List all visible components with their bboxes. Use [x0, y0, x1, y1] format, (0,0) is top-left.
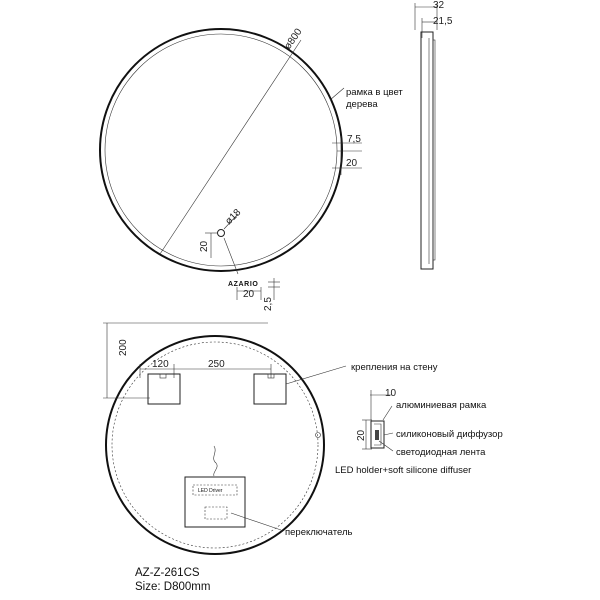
- logo-dim-label: 20: [243, 289, 255, 300]
- power-cable: [214, 446, 217, 476]
- back-dim-250-label: 250: [208, 359, 225, 370]
- led-strip-shape: [375, 430, 379, 440]
- mounts-leader: [286, 366, 346, 384]
- back-dim-200-label: 200: [118, 339, 129, 356]
- profile-dim-20-label: 20: [356, 429, 367, 441]
- side-view: [415, 0, 453, 269]
- led-driver-label: LED Driver: [198, 488, 223, 494]
- sensor-dim-vertical-label: 20: [199, 240, 210, 252]
- frame-note-leader: [330, 88, 344, 100]
- dim-20-right-label: 20: [346, 158, 358, 169]
- sensor-button-icon: [218, 230, 225, 237]
- model-code: AZ-Z-261CS: [135, 567, 200, 579]
- front-mirror-inner-line: [105, 34, 337, 266]
- profile-section: [335, 388, 503, 476]
- wall-mount-left: [148, 374, 180, 404]
- back-sensor-mark: [316, 433, 321, 438]
- mounts-note: крепления на стену: [351, 362, 438, 373]
- led-driver-box: [185, 477, 245, 527]
- aluminium-leader: [383, 406, 392, 420]
- diffuser-note: силиконовый диффузор: [396, 429, 503, 440]
- logo-leader: [224, 238, 238, 274]
- wall-mount-left-slot: [160, 374, 166, 378]
- led-strip-leader: [379, 441, 393, 451]
- side-dim-21-5-label: 21,5: [433, 16, 453, 27]
- front-mirror-outer-frame: [100, 29, 342, 271]
- led-strip-note: светодиодная лента: [396, 447, 486, 458]
- diffuser-leader: [384, 433, 393, 435]
- wall-mount-right: [254, 374, 286, 404]
- back-view: [103, 323, 438, 554]
- side-profile-body: [421, 32, 433, 269]
- led-driver-inner-box: [205, 507, 227, 519]
- profile-caption: LED holder+soft silicone diffuser: [335, 465, 472, 476]
- model-info: [135, 566, 210, 594]
- sensor-label: ø18: [223, 207, 244, 228]
- model-size: Size: D800mm: [135, 581, 211, 593]
- back-mirror-inner: [112, 342, 318, 548]
- aluminium-note: алюминиевая рамка: [396, 400, 487, 411]
- frame-note-line2: дерева: [346, 99, 378, 110]
- switch-note: переключатель: [285, 527, 353, 538]
- back-dim-120-label: 120: [152, 359, 169, 370]
- frame-note-line1: рамка в цвет: [346, 87, 403, 98]
- logo-text: AZARIO: [228, 281, 259, 288]
- side-dim-32-label: 32: [433, 0, 445, 11]
- dim-2-5-label: 2,5: [263, 297, 274, 311]
- diameter-label: ø800: [282, 26, 305, 52]
- profile-dim-10-label: 10: [385, 388, 397, 399]
- dim-7-5-label: 7,5: [347, 134, 361, 145]
- front-view: [100, 26, 403, 311]
- side-profile-bracket: [433, 40, 435, 260]
